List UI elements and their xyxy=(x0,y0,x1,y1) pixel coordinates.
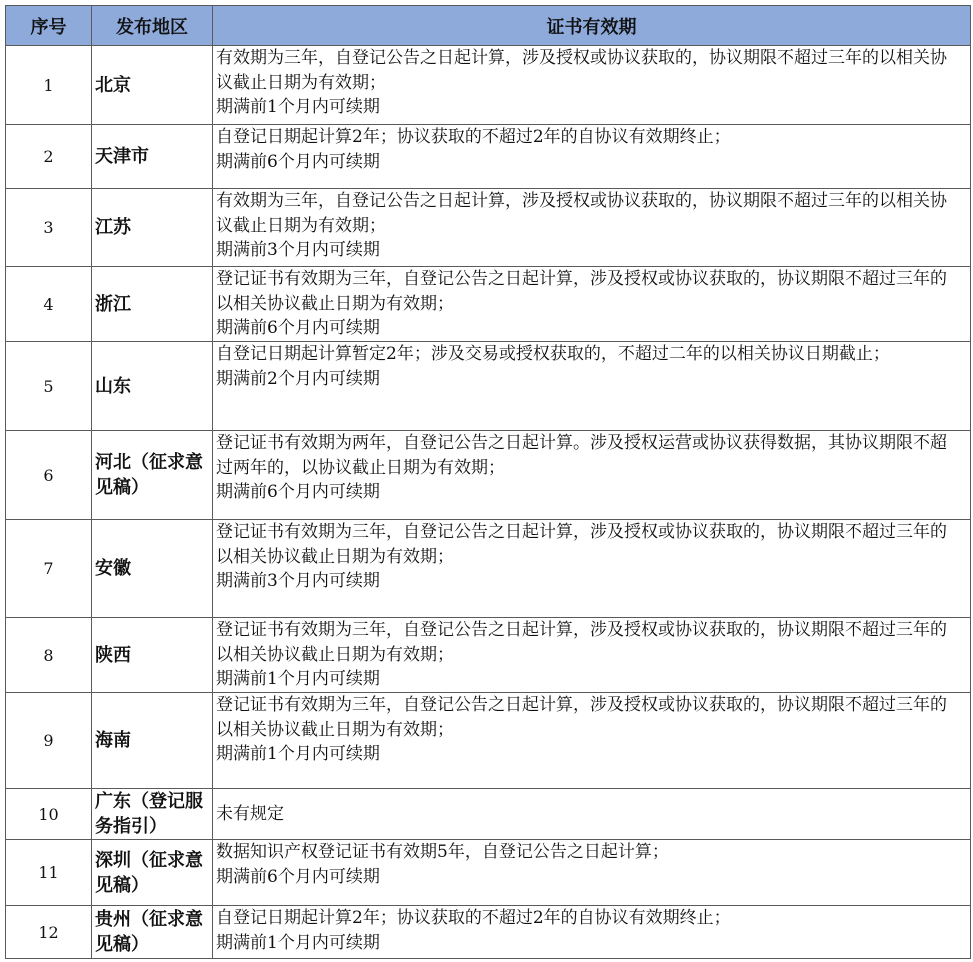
validity-line: 期满前2个月内可续期 xyxy=(216,368,380,389)
validity-line: 期满前1个月内可续期 xyxy=(216,744,380,764)
row-validity xyxy=(213,789,971,840)
row-validity xyxy=(213,840,971,906)
table-row xyxy=(6,906,971,959)
table-body xyxy=(6,46,971,959)
validity-line: 登记证书有效期为三年，自登记公告之日起计算，涉及授权或协议获取的，协议期限不超过三年的以相关协议截止日期为有效期； xyxy=(216,522,947,567)
row-number: 11 xyxy=(6,840,92,906)
validity-line: 期满前1个月内可续期 xyxy=(216,932,380,953)
validity-line: 期满前3个月内可续期 xyxy=(216,240,380,260)
row-number: 8 xyxy=(6,618,92,693)
row-validity xyxy=(213,520,971,618)
header-row xyxy=(6,6,971,46)
row-region: 天津市 xyxy=(92,125,213,189)
table-row xyxy=(6,267,971,342)
row-number: 1 xyxy=(6,46,92,125)
row-validity xyxy=(213,342,971,431)
header-no: 序号 xyxy=(6,6,92,46)
validity-line: 登记证书有效期为三年，自登记公告之日起计算，涉及授权或协议获取的，协议期限不超过三年的以相关协议截止日期为有效期； xyxy=(216,269,947,314)
row-validity xyxy=(213,618,971,693)
table-row xyxy=(6,789,971,840)
table-row xyxy=(6,618,971,693)
certificate-validity-table xyxy=(5,5,971,959)
table-row xyxy=(6,125,971,189)
table-row xyxy=(6,46,971,125)
row-number: 12 xyxy=(6,906,92,959)
validity-line: 未有规定 xyxy=(216,803,284,824)
row-validity xyxy=(213,906,971,959)
row-number: 10 xyxy=(6,789,92,840)
table-row xyxy=(6,693,971,789)
row-region: 山东 xyxy=(92,342,213,431)
validity-line: 自登记日期起计算2年；协议获取的不超过2年的自协议有效期终止； xyxy=(216,127,731,147)
row-number: 2 xyxy=(6,125,92,189)
validity-line: 期满前6个月内可续期 xyxy=(216,482,380,502)
row-number: 9 xyxy=(6,693,92,789)
validity-line: 期满前6个月内可续期 xyxy=(216,318,380,338)
validity-line: 自登记日期起计算2年；协议获取的不超过2年的自协议有效期终止； xyxy=(216,908,731,928)
table-row xyxy=(6,431,971,520)
validity-line: 期满前6个月内可续期 xyxy=(216,866,380,887)
row-region: 深圳（征求意见稿） xyxy=(92,840,213,906)
row-validity xyxy=(213,693,971,789)
row-number: 4 xyxy=(6,267,92,342)
table-row xyxy=(6,342,971,431)
row-region: 北京 xyxy=(92,46,213,125)
header-region: 发布地区 xyxy=(92,6,213,46)
row-validity xyxy=(213,46,971,125)
validity-line: 期满前6个月内可续期 xyxy=(216,151,380,172)
row-region: 江苏 xyxy=(92,189,213,267)
validity-line: 期满前3个月内可续期 xyxy=(216,571,380,591)
validity-line: 有效期为三年，自登记公告之日起计算，涉及授权或协议获取的，协议期限不超过三年的以相关协议截止日期为有效期； xyxy=(216,48,947,93)
table-row xyxy=(6,189,971,267)
row-number: 3 xyxy=(6,189,92,267)
row-region: 安徽 xyxy=(92,520,213,618)
table-row xyxy=(6,840,971,906)
validity-line: 期满前1个月内可续期 xyxy=(216,669,380,689)
row-validity xyxy=(213,125,971,189)
row-number: 6 xyxy=(6,431,92,520)
row-region: 广东（登记服务指引） xyxy=(92,789,213,840)
row-number: 7 xyxy=(6,520,92,618)
row-number: 5 xyxy=(6,342,92,431)
row-region: 海南 xyxy=(92,693,213,789)
row-validity xyxy=(213,189,971,267)
header-validity: 证书有效期 xyxy=(213,6,971,46)
row-region: 陕西 xyxy=(92,618,213,693)
validity-line: 有效期为三年，自登记公告之日起计算，涉及授权或协议获取的，协议期限不超过三年的以相关协议截止日期为有效期； xyxy=(216,191,947,236)
validity-line: 登记证书有效期为三年，自登记公告之日起计算，涉及授权或协议获取的，协议期限不超过三年的以相关协议截止日期为有效期； xyxy=(216,695,947,740)
row-validity xyxy=(213,431,971,520)
row-region: 浙江 xyxy=(92,267,213,342)
validity-line: 登记证书有效期为三年，自登记公告之日起计算，涉及授权或协议获取的，协议期限不超过三年的以相关协议截止日期为有效期； xyxy=(216,620,947,665)
validity-line: 数据知识产权登记证书有效期5年，自登记公告之日起计算； xyxy=(216,842,669,862)
row-region: 河北（征求意见稿） xyxy=(92,431,213,520)
table-row xyxy=(6,520,971,618)
validity-line: 登记证书有效期为两年，自登记公告之日起计算。涉及授权运营或协议获得数据，其协议期限不超过两年的，以协议截止日期为有效期； xyxy=(216,433,947,478)
row-region: 贵州（征求意见稿） xyxy=(92,906,213,959)
validity-line: 期满前1个月内可续期 xyxy=(216,97,380,117)
table-header xyxy=(6,6,971,46)
row-validity xyxy=(213,267,971,342)
validity-line: 自登记日期起计算暂定2年；涉及交易或授权获取的，不超过二年的以相关协议日期截止； xyxy=(216,344,890,364)
